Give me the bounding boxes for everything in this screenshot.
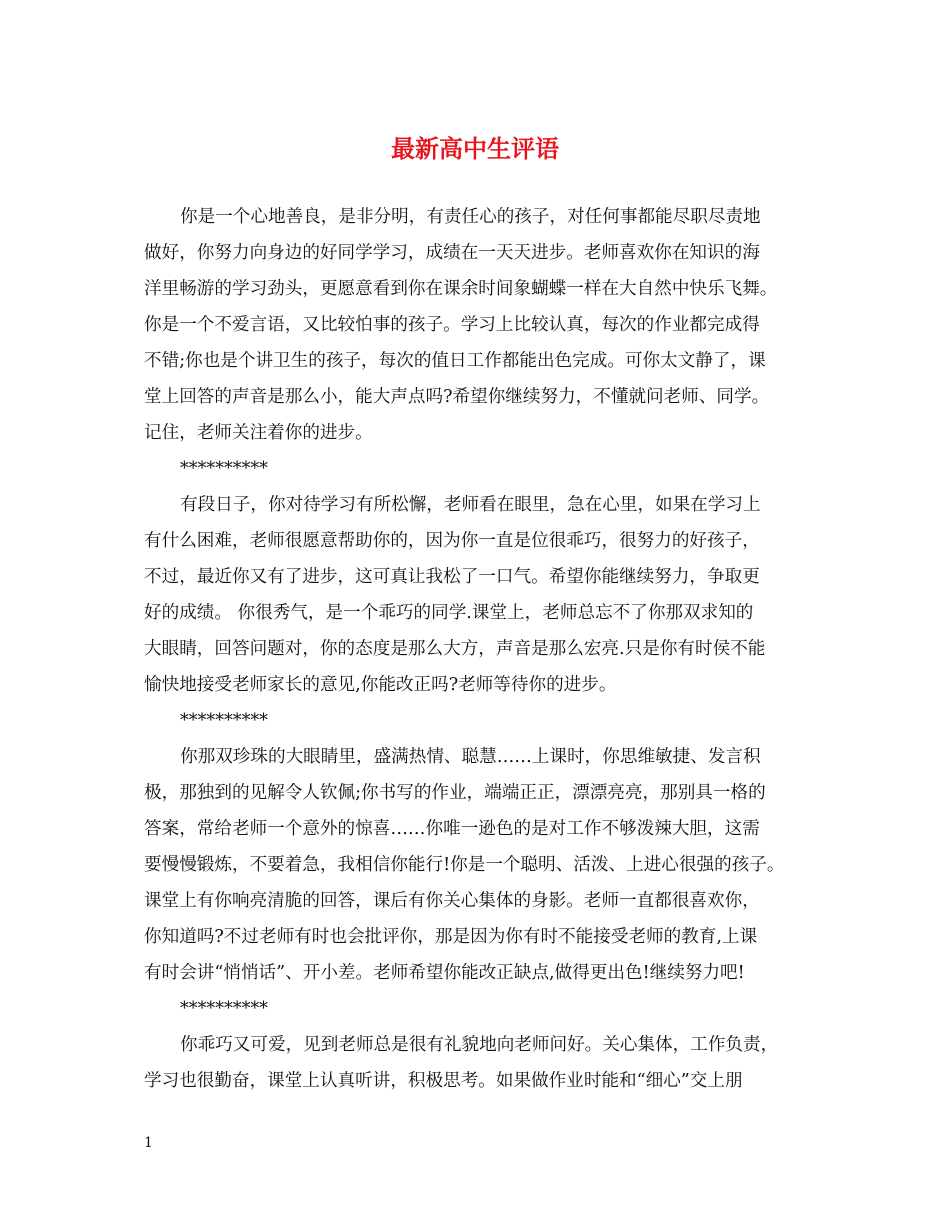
text-line: 堂上回答的声音是那么小，能大声点吗?希望你继续努力，不懂就问老师、同学。 [144, 387, 770, 407]
text-line: 有时会讲“悄悄话”、开小差。老师希望你能改正缺点,做得更出色!继续努力吧! [144, 963, 745, 983]
section-separator: ********** [180, 999, 268, 1019]
text-line: 愉快地接受老师家长的意见,你能改正吗?老师等待你的进步。 [144, 675, 617, 695]
document-title: 最新高中生评语 [391, 134, 559, 163]
text-line: 记住，老师关注着你的进步。 [144, 423, 373, 443]
page-number: 1 [144, 1135, 153, 1151]
text-line: 有段日子，你对待学习有所松懈，老师看在眼里，急在心里，如果在学习上 [180, 495, 761, 515]
text-line: 洋里畅游的学习劲头，更愿意看到你在课余时间象蝴蝶一样在大自然中快乐飞舞。 [144, 279, 778, 299]
text-line: 做好，你努力向身边的好同学学习，成绩在一天天进步。老师喜欢你在知识的海 [144, 243, 760, 263]
text-line: 你乖巧又可爱，见到老师总是很有礼貌地向老师问好。关心集体，工作负责， [180, 1035, 779, 1055]
text-line: 好的成绩。 你很秀气，是一个乖巧的同学.课堂上，老师总忘不了你那双求知的 [144, 603, 754, 623]
text-line: 有什么困难，老师很愿意帮助你的，因为你一直是位很乖巧，很努力的好孩子， [144, 531, 760, 551]
text-line: 你是一个心地善良，是非分明，有责任心的孩子，对任何事都能尽职尽责地 [180, 207, 761, 227]
text-line: 不错;你也是个讲卫生的孩子，每次的值日工作都能出色完成。可你太文静了，课 [144, 351, 766, 371]
text-line: 学习也很勤奋，课堂上认真听讲，积极思考。如果做作业时能和“细心”交上朋 [144, 1071, 743, 1091]
text-line: 答案，常给老师一个意外的惊喜……你唯一逊色的是对工作不够泼辣大胆，这需 [144, 819, 760, 839]
text-line: 你是一个不爱言语，又比较怕事的孩子。学习上比较认真，每次的作业都完成得 [144, 315, 760, 335]
text-line: 你知道吗?不过老师有时也会批评你，那是因为你有时不能接受老师的教育,上课 [144, 927, 758, 947]
text-line: 大眼睛，回答问题对，你的态度是那么大方，声音是那么宏亮.只是你有时侯不能 [144, 639, 766, 659]
section-separator: ********** [180, 459, 268, 479]
text-line: 要慢慢锻炼，不要着急，我相信你能行!你是一个聪明、活泼、上进心很强的孩子。 [144, 855, 785, 875]
text-line: 你那双珍珠的大眼睛里，盛满热情、聪慧……上课时，你思维敏捷、发言积 [180, 747, 761, 767]
text-line: 不过，最近你又有了进步，这可真让我松了一口气。希望你能继续努力，争取更 [144, 567, 760, 587]
text-line: 极，那独到的见解令人钦佩;你书写的作业，端端正正，漂漂亮亮，那别具一格的 [144, 783, 766, 803]
section-separator: ********** [180, 711, 268, 731]
text-line: 课堂上有你响亮清脆的回答，课后有你关心集体的身影。老师一直都很喜欢你， [144, 891, 760, 911]
